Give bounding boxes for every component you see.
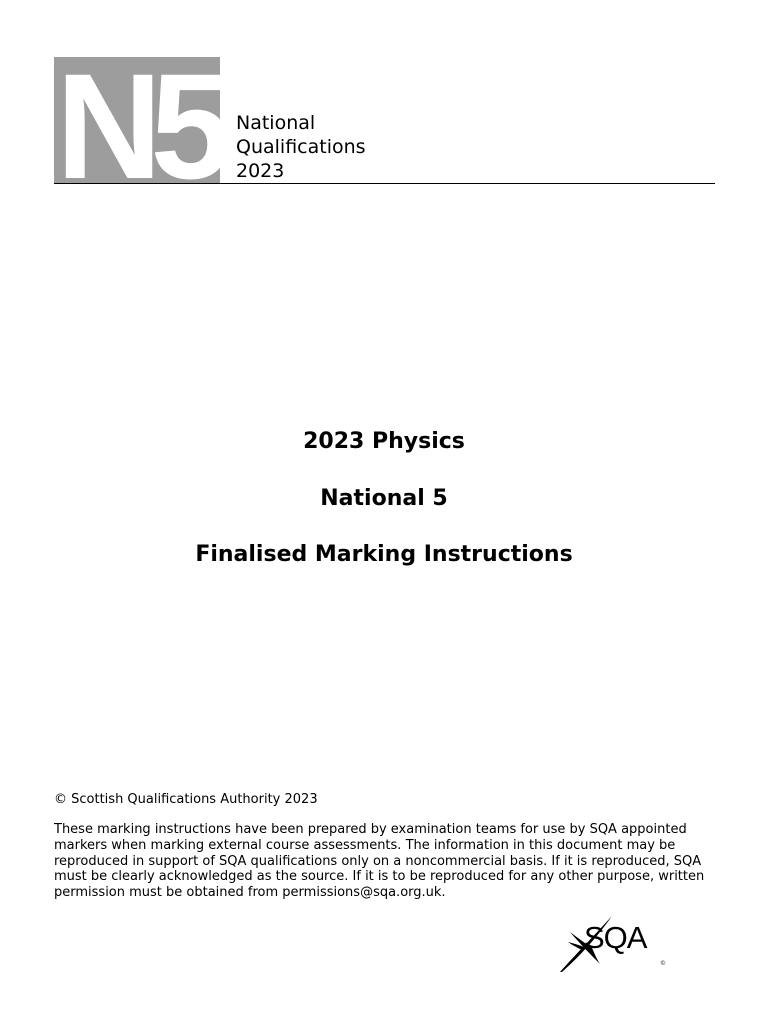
disclaimer-line: must be clearly acknowledged as the source. If it is to be reproduced for any other purpose, written: [54, 869, 705, 885]
n5-logo: [54, 57, 220, 183]
disclaimer-line: These marking instructions have been prepared by examination teams for use by SQA appointed: [54, 822, 687, 837]
document-title: Finalised Marking Instructions: [195, 542, 573, 567]
sqa-logo-text: SQA: [584, 920, 647, 955]
header-line-national: National: [236, 112, 316, 134]
header-divider: [54, 183, 715, 184]
disclaimer-line: permission must be obtained from permissions@sqa.org.uk.: [54, 885, 446, 901]
header-line-year: 2023: [236, 160, 285, 182]
level-title: National 5: [320, 486, 448, 511]
subject-title: 2023 Physics: [303, 429, 465, 454]
qualification-header: [236, 111, 366, 183]
n5-logo-text: N5: [56, 57, 220, 183]
disclaimer-paragraph: [54, 822, 714, 901]
disclaimer-line: reproduced in support of SQA qualifications only on a noncommercial basis. If it is reproduced, SQA: [54, 853, 702, 869]
sqa-copyright-mark: ©: [660, 960, 666, 967]
header-line-qualifications: Qualifications: [236, 136, 366, 158]
disclaimer-line: markers when marking external course assessments. The information in this document may be: [54, 837, 676, 853]
copyright-notice: © Scottish Qualifications Authority 2023: [54, 792, 318, 807]
